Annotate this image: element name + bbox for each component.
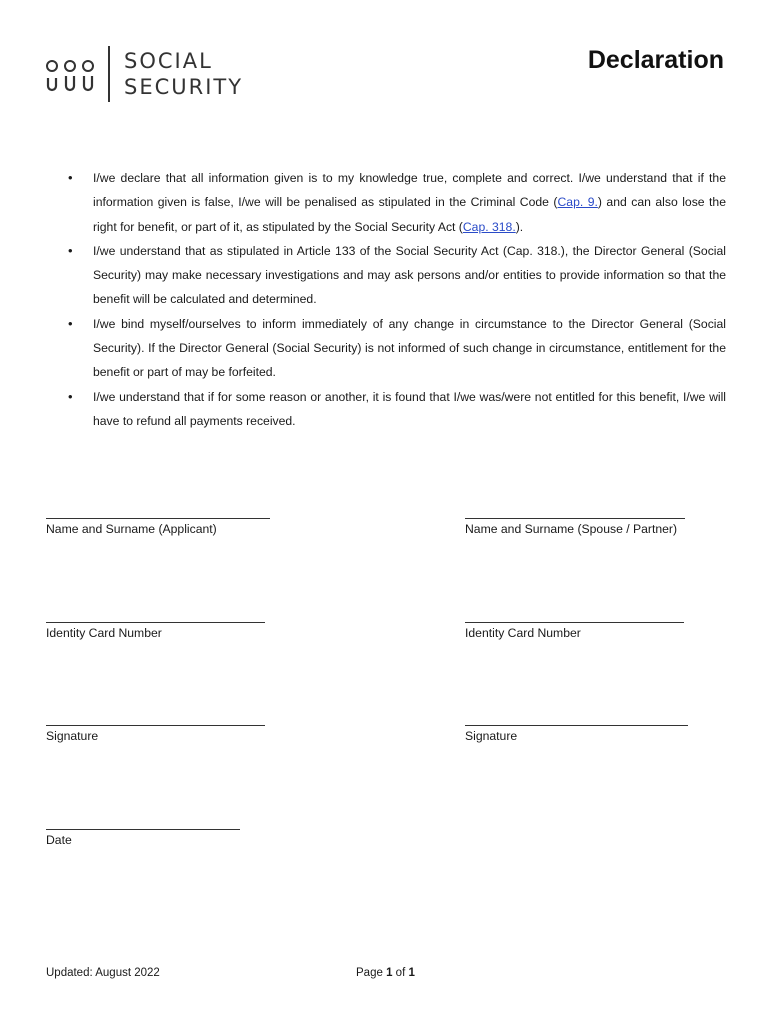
page-title: Declaration — [587, 46, 724, 74]
updated-date: Updated: August 2022 — [46, 967, 160, 979]
social-security-logo — [46, 46, 246, 104]
signature-line — [46, 829, 240, 830]
applicant-name-label: Name and Surname (Applicant) — [46, 522, 217, 536]
applicant-name-field[interactable] — [46, 518, 270, 536]
page-number — [356, 967, 415, 979]
logo-line-security: SECURITY — [124, 75, 244, 99]
logo-divider — [108, 46, 110, 102]
declaration-list — [46, 166, 726, 433]
date-label: Date — [46, 833, 72, 847]
page-total: 1 — [408, 967, 415, 979]
applicant-id-field[interactable] — [46, 622, 265, 640]
logo-line-social: SOCIAL — [124, 49, 213, 73]
declaration-text-part1: I/we declare that all information given is to my knowledge true, complete and correct. I/we understand that if the information given is false, I/we will be penalised as stipulated in the Criminal Code ( — [93, 171, 726, 210]
signature-line — [465, 622, 684, 623]
declaration-item-truth — [46, 166, 726, 239]
spouse-signature-label: Signature — [465, 729, 518, 743]
spouse-id-field[interactable] — [465, 622, 684, 640]
logo-circles-icon — [46, 52, 96, 98]
logo-wordmark — [124, 48, 243, 100]
declaration-text-part3: ). — [515, 219, 524, 234]
spouse-id-label: Identity Card Number — [465, 626, 581, 640]
declaration-item-refund: • I/we understand that if for some reason or another, it is found that I/we was/were not entitled for this benefit, I/we will have to refund all payments received. — [46, 385, 726, 434]
date-field[interactable] — [46, 829, 240, 847]
signature-line — [465, 518, 685, 519]
spouse-signature-field[interactable] — [465, 725, 688, 743]
criminal-code-link[interactable]: Cap. 9. — [557, 195, 598, 210]
signature-line — [46, 622, 265, 623]
applicant-id-label: Identity Card Number — [46, 626, 162, 640]
declaration-item-inform-changes: • I/we bind myself/ourselves to inform immediately of any change in circumstance to the Director General (Social Security). If the Director General (Social Security) is not informed of such change in circumstance, entitlement for the benefit or part of may be forfeited. — [46, 312, 726, 385]
social-security-act-link[interactable]: Cap. 318. — [462, 219, 516, 234]
spouse-name-label: Name and Surname (Spouse / Partner) — [465, 522, 678, 536]
spouse-name-field[interactable] — [465, 518, 685, 536]
declaration-text-part2: ) and can also lose the right for benefit, or part of it, as stipulated by the Social Security Act ( — [93, 195, 726, 234]
declaration-item-investigations: • I/we understand that as stipulated in Article 133 of the Social Security Act (Cap. 318.), the Director General (Social Security) may make necessary investigations and may ask persons and/or entities to provide information so that the benefit will be calculated and determined. — [46, 239, 726, 312]
applicant-signature-field[interactable] — [46, 725, 265, 743]
signature-line — [46, 725, 265, 726]
page-prefix: Page — [356, 967, 383, 979]
signature-line — [465, 725, 688, 726]
page-current: 1 — [386, 967, 393, 979]
page-of: of — [395, 967, 406, 979]
applicant-signature-label: Signature — [46, 729, 99, 743]
signature-line — [46, 518, 270, 519]
